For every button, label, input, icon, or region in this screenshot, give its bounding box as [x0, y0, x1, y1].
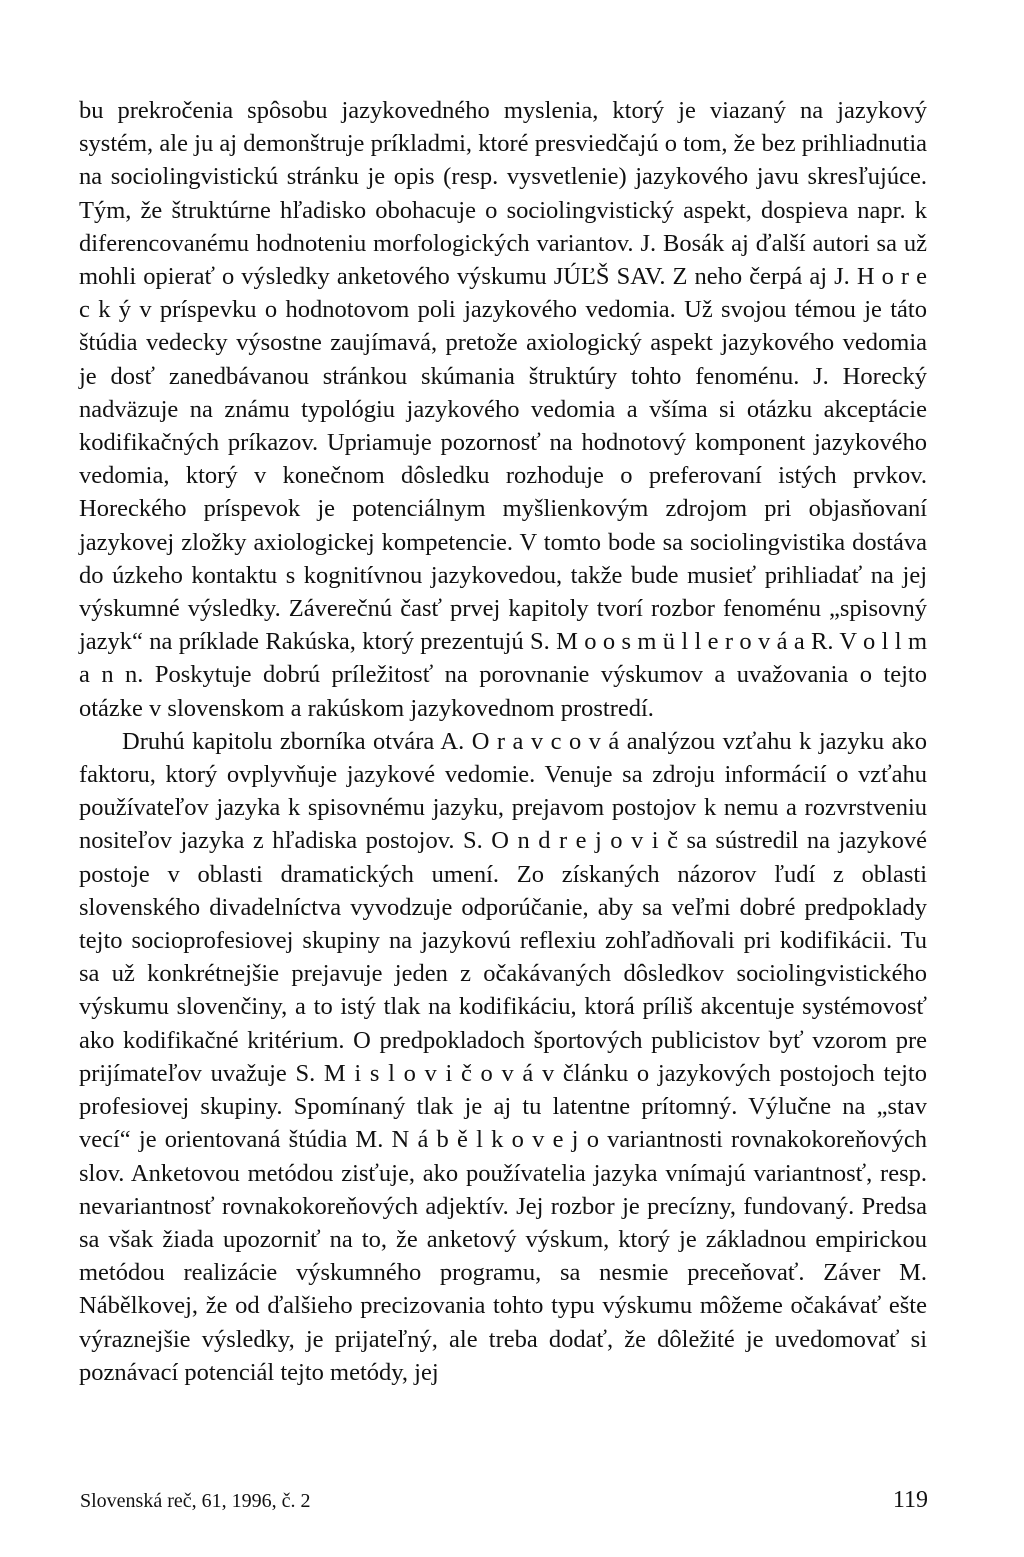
paragraph-2: Druhú kapitolu zborníka otvára A. O r a v c o v á analýzou vzťahu k jazyku ako faktoru, ktorý ovplyvňuje jazykové vedomie. Venuje sa zdroju informácií o vzťahu používateľov jazyka k spisovnému jazyku, prejavom postojov k nemu a rozvrstveniu nositeľov jazyka z hľadiska postojov. S. O n d r e j o v i č sa sústredil na jazykové postoje v oblasti dramatických umení. Zo získaných názorov ľudí z oblasti slovenského divadelníctva vyvodzuje odporúčanie, aby sa veľmi dobré predpoklady tejto socioprofesiovej skupiny na jazykovú reflexiu zohľadňovali pri kodifikácii. Tu sa už konkrétnejšie prejavuje jeden z očakávaných dôsledkov sociolingvistického výskumu slovenčiny, a to istý tlak na kodifikáciu, ktorá príliš akcentuje systémovosť ako kodifikačné kritérium. O predpokladoch športových publicistov byť vzorom pre prijímateľov uvažuje S. M i s l o v i č o v á v článku o jazykových postojoch tejto profesiovej skupiny. Spomínaný tlak je aj tu latentne prítomný. Výlučne na „stav vecí“ je orientovaná štúdia M. N á b ě l k o v e j o variantnosti rovnakokoreňových slov. Anketovou metódou zisťuje, ako používatelia jazyka vnímajú variantnosť, resp. nevariantnosť rovnakokoreňových adjektív. Jej rozbor je precízny, fundovaný. Predsa sa však žiada upozorniť na to, že anketový výskum, ktorý je základnou empirickou metódou realizácie výskumného programu, sa nesmie preceňovať. Záver M. Nábělkovej, že od ďalšieho precizovania tohto typu výskumu môžeme očakávať ešte výraznejšie výsledky, je prijateľný, ale treba dodať, že dôležité je uvedomovať si poznávací potenciál tejto metódy, jej: [79, 727, 927, 1386]
body-text: [79, 94, 927, 1389]
paragraph-1: bu prekročenia spôsobu jazykovedného myslenia, ktorý je viazaný na jazykový systém, ale ju aj demonštruje príkladmi, ktoré presviedčajú o tom, že bez prihliadnutia na sociolingvistickú stránku je opis (resp. vysvetlenie) jazykového javu skresľujúce. Tým, že štruktúrne hľadisko obohacuje o sociolingvistický aspekt, dospieva napr. k diferencovanému hodnoteniu morfologických variantov. J. Bosák aj ďalší autori sa už mohli opierať o výsledky anketového výskumu JÚĽŠ SAV. Z neho čerpá aj J. H o r e c k ý v príspevku o hodnotovom poli jazykového vedomia. Už svojou témou je táto štúdia vedecky výsostne zaujímavá, pretože axiologický aspekt jazykového vedomia je dosť zanedbávanou stránkou skúmania štruktúry tohto fenoménu. J. Horecký nadväzuje na známu typológiu jazykového vedomia a všíma si otázku akceptácie kodifikačných príkazov. Upriamuje pozornosť na hodnotový komponent jazykového vedomia, ktorý v konečnom dôsledku rozhoduje o preferovaní istých prvkov. Horeckého príspevok je potenciálnym myšlienkovým zdrojom pri objasňovaní jazykovej zložky axiologickej kompetencie. V tomto bode sa sociolingvistika dostáva do úzkeho kontaktu s kognitívnou jazykovedou, takže bude musieť prihliadať na jej výskumné výsledky. Záverečnú časť prvej kapitoly tvorí rozbor fenoménu „spisovný jazyk“ na príklade Rakúska, ktorý prezentujú S. M o o s m ü l l e r o v á a R. V o l l m a n n. Poskytuje dobrú príležitosť na porovnanie výskumov a uvažovania o tejto otázke v slovenskom a rakúskom jazykovednom prostredí.: [79, 97, 927, 722]
page-number: 119: [892, 1487, 928, 1513]
journal-citation: Slovenská reč, 61, 1996, č. 2: [80, 1490, 311, 1512]
